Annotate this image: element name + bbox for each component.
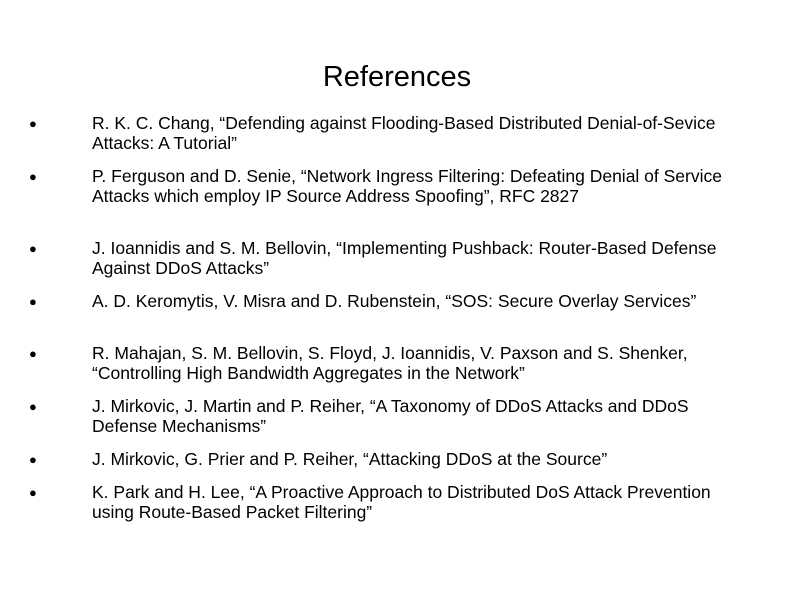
reference-text: K. Park and H. Lee, “A Proactive Approach to Distributed DoS Attack Prevention using Route-Based Packet Filtering”: [92, 482, 711, 522]
bullet-icon: ●: [29, 116, 37, 131]
bullet-icon: ●: [29, 169, 37, 184]
bullet-icon: ●: [29, 452, 37, 467]
bullet-icon: ●: [29, 294, 37, 309]
bullet-icon: ●: [29, 241, 37, 256]
reference-text: J. Mirkovic, J. Martin and P. Reiher, “A Taxonomy of DDoS Attacks and DDoS Defense Mechanisms”: [92, 396, 689, 436]
bullet-icon: ●: [29, 346, 37, 361]
reference-text: P. Ferguson and D. Senie, “Network Ingress Filtering: Defeating Denial of Service Attacks which employ IP Source Address Spoofing”, RFC 2827: [92, 166, 722, 206]
reference-text: R. Mahajan, S. M. Bellovin, S. Floyd, J. Ioannidis, V. Paxson and S. Shenker, “Controlling High Bandwidth Aggregates in the Network”: [92, 343, 688, 383]
bullet-icon: ●: [29, 399, 37, 414]
reference-text: J. Ioannidis and S. M. Bellovin, “Implementing Pushback: Router-Based Defense Against DDoS Attacks”: [92, 238, 717, 278]
reference-text: R. K. C. Chang, “Defending against Flooding-Based Distributed Denial-of-Sevice Attacks: A Tutorial”: [92, 113, 716, 153]
reference-text: A. D. Keromytis, V. Misra and D. Rubenstein, “SOS: Secure Overlay Services”: [92, 291, 697, 311]
page-title: References: [322, 61, 472, 93]
reference-text: J. Mirkovic, G. Prier and P. Reiher, “Attacking DDoS at the Source”: [92, 449, 608, 469]
bullet-icon: ●: [29, 485, 37, 500]
